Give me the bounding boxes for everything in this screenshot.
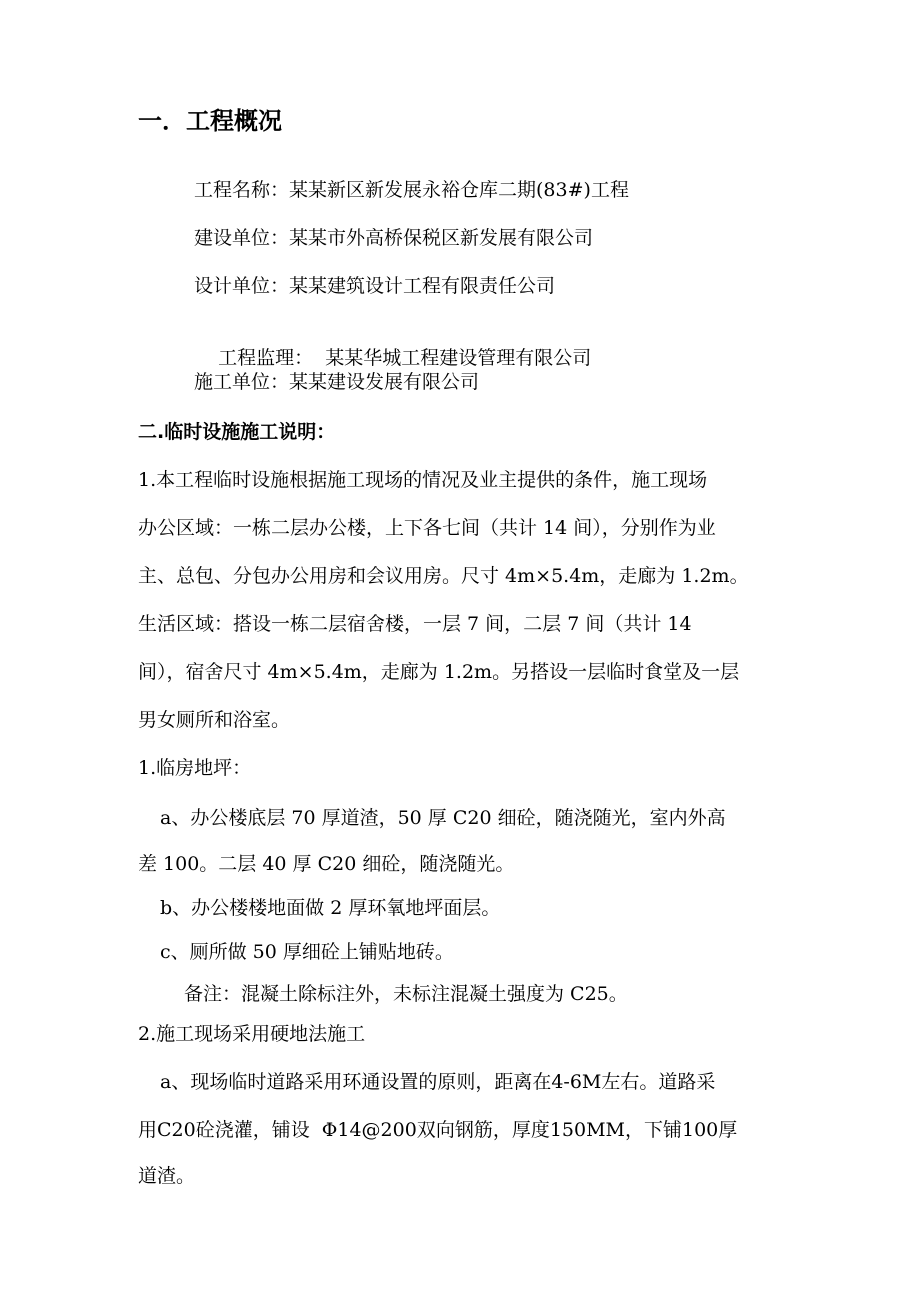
sub1-a-line: 差 100。二层 40 厚 C20 细砼，随浇随光。: [138, 853, 515, 875]
info-designer: [194, 274, 844, 298]
para1-line: 男女厕所和浴室。: [138, 709, 291, 731]
info-value: 某某市外高桥保税区新发展有限公司: [289, 227, 594, 249]
sub2-title: 2.施工现场采用硬地法施工: [138, 1023, 366, 1045]
sub2-a-line: 道渣。: [138, 1165, 196, 1187]
info-label: 施工单位：: [194, 371, 290, 393]
sub1-title: 1.临房地坪：: [138, 757, 252, 779]
info-value: 某某新区新发展永裕仓库二期(83#)工程: [289, 179, 629, 201]
info-value: 某某华城工程建设管理有限公司: [313, 347, 592, 369]
info-owner: [194, 226, 844, 250]
info-contractor: [194, 370, 844, 394]
section-1-title: 一．工程概况: [138, 107, 282, 135]
sub1-b: b、办公楼楼地面做 2 厚环氧地坪面层。: [160, 897, 501, 919]
sub1-note: 备注：混凝土除标注外，未标注混凝土强度为 C25。: [184, 983, 628, 1005]
para1-line: 1.本工程临时设施根据施工现场的情况及业主提供的条件，施工现场: [138, 469, 708, 491]
para1-line: 主、总包、分包办公用房和会议用房。尺寸 4m×5.4m，走廊为 1.2m。: [138, 565, 749, 587]
sub2-a-line: 用C20砼浇灌，铺设 Φ14@200双向钢筋，厚度150MM，下铺100厚: [138, 1119, 738, 1141]
info-label: 设计单位：: [194, 275, 290, 297]
info-label: 工程监理：: [218, 347, 314, 369]
sub2-a-line: a、现场临时道路采用环通设置的原则，距离在4-6M左右。道路采: [160, 1071, 716, 1093]
sub1-c: c、厕所做 50 厚细砼上铺贴地砖。: [160, 941, 454, 963]
para1-line: 间），宿舍尺寸 4m×5.4m，走廊为 1.2m。另搭设一层临时食堂及一层: [138, 661, 740, 683]
info-label: 工程名称：: [194, 179, 290, 201]
section-2-title: 二.临时设施施工说明：: [138, 421, 336, 443]
info-label: 建设单位：: [194, 227, 290, 249]
info-project-name: [194, 178, 844, 202]
info-value: 某某建筑设计工程有限责任公司: [289, 275, 556, 297]
info-value: 某某建设发展有限公司: [289, 371, 480, 393]
para1-line: 生活区域：搭设一栋二层宿舍楼，一层 7 间，二层 7 间（共计 14: [138, 613, 692, 635]
para1-line: 办公区域：一栋二层办公楼，上下各七间（共计 14 间），分别作为业: [138, 517, 716, 539]
sub1-a-line: a、办公楼底层 70 厚道渣，50 厚 C20 细砼，随浇随光，室内外高: [160, 807, 726, 829]
